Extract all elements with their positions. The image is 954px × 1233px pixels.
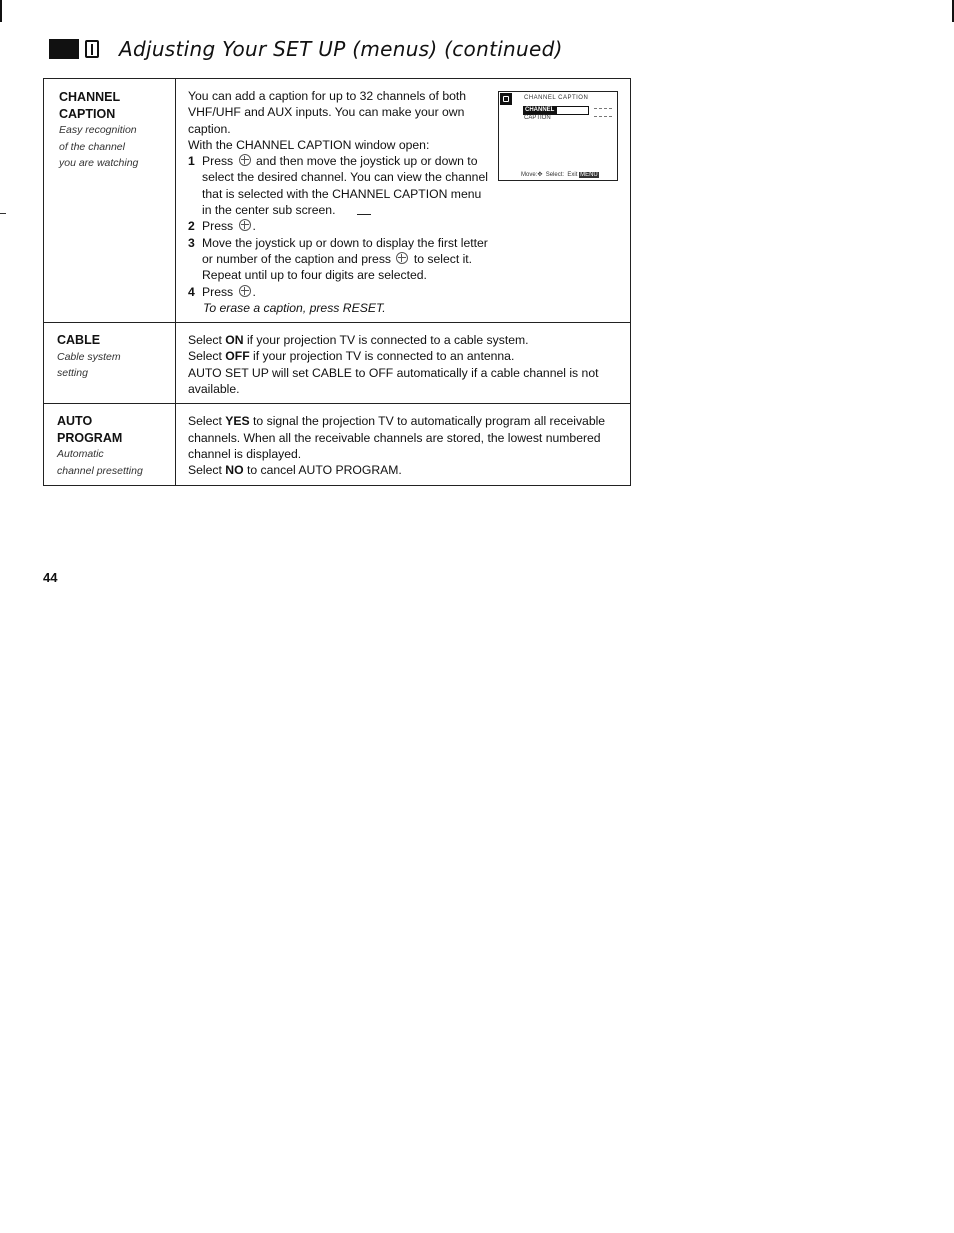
row-subtitle: of the channel: [59, 140, 125, 153]
screen-title: CHANNEL CAPTION: [524, 95, 589, 101]
option-no: NO: [225, 463, 244, 478]
screen-footer-move: Move:: [521, 172, 538, 178]
margin-mark: [0, 213, 6, 214]
step-text-part: Repeat until up to four digits are selected.: [202, 268, 427, 283]
row-description-cell: [176, 323, 631, 404]
menu-screen-illustration: [498, 91, 618, 181]
pointer-mark: [357, 214, 371, 215]
row-title: CABLE: [57, 333, 101, 348]
step-text-part: Press: [202, 284, 234, 299]
row-subtitle: you are watching: [59, 157, 139, 169]
text-line: channel is displayed.: [188, 446, 302, 461]
text-line: [188, 462, 620, 478]
text-part: Select: [188, 349, 222, 364]
row-title: AUTO: [57, 414, 93, 429]
text-part: Select: [188, 463, 222, 478]
scan-edge-left: [0, 0, 2, 22]
row-title: CHANNEL: [59, 90, 121, 104]
table-row-channel-caption: [44, 79, 631, 323]
screen-caption-label: CAPTION: [524, 115, 551, 121]
text-line: You can add a caption for up to 32 channels of both: [188, 89, 467, 103]
screen-channel-label: CHANNEL: [524, 107, 557, 114]
step-text-part: in the center sub screen.: [202, 203, 336, 218]
row-label-cell: [44, 404, 176, 486]
text-line: [188, 413, 620, 429]
option-off: OFF: [225, 349, 250, 364]
book-icon: [85, 40, 99, 58]
text-part: Select: [188, 333, 222, 348]
step-number: 1: [188, 154, 195, 169]
table-row-auto-program: [44, 404, 631, 486]
intro-paragraph: [188, 88, 498, 153]
step-text-part: or number of the caption and press: [202, 251, 392, 266]
step-number: 4: [188, 284, 195, 299]
option-yes: YES: [225, 414, 250, 429]
row-title: PROGRAM: [57, 430, 123, 445]
step-text-part: .: [252, 284, 256, 299]
menu-icon: [500, 93, 512, 105]
text-line: [188, 348, 620, 364]
joystick-press-icon: [239, 154, 251, 166]
text-line: available.: [188, 382, 240, 397]
row-label-cell: [44, 79, 176, 323]
step-4: [188, 284, 620, 300]
screen-footer-exit: Exit: [567, 172, 578, 178]
row-label-cell: [44, 323, 176, 404]
joystick-press-icon: [396, 252, 408, 264]
step-text: [202, 218, 620, 234]
text-line: AUTO SET UP will set CABLE to OFF automatically if a cable channel is not: [188, 365, 599, 380]
step-number: 2: [188, 219, 195, 234]
text-line: caption.: [188, 121, 231, 136]
text-part: to cancel AUTO PROGRAM.: [246, 463, 402, 478]
step-text-part: and then move the joystick up or down to: [255, 154, 478, 169]
section-marker-icon: [49, 39, 79, 59]
text-part: Select: [188, 414, 222, 429]
option-on: ON: [225, 333, 244, 348]
row-subtitle: channel presetting: [57, 464, 143, 477]
screen-footer: Move:✥ Select: Exit MENU: [521, 172, 598, 178]
row-description-cell: [176, 404, 631, 486]
joystick-press-icon: [239, 219, 251, 231]
section-header: [49, 34, 563, 64]
screen-dashes: [594, 108, 612, 109]
table-row-cable: [44, 323, 631, 404]
step-text-part: select the desired channel. You can view the channel: [202, 170, 488, 185]
page-number: 44: [43, 570, 58, 585]
row-title: CAPTION: [59, 106, 116, 121]
channel-caption-content: [188, 88, 620, 316]
text-part: if your projection TV is connected to an antenna.: [253, 349, 515, 364]
step-text: [202, 235, 620, 284]
step-text-part: .: [252, 219, 256, 234]
row-subtitle: setting: [57, 367, 88, 380]
step-2: [188, 218, 620, 234]
step-text-part: Press: [202, 154, 234, 169]
screen-footer-select: Select:: [545, 172, 565, 178]
erase-note: To erase a caption, press RESET.: [203, 300, 386, 315]
text-part: to signal the projection TV to automatically program all receivable: [253, 414, 606, 429]
text-line: With the CHANNEL CAPTION window open:: [188, 137, 430, 152]
row-subtitle: Easy recognition: [59, 124, 137, 136]
text-line: VHF/UHF and AUX inputs. You can make your own: [188, 105, 465, 120]
row-description-cell: [176, 79, 631, 323]
step-text: [202, 284, 620, 300]
text-line: channels. When all the receivable channels are stored, the lowest numbered: [188, 430, 601, 445]
screen-dashes: [594, 116, 612, 117]
screen-footer-menu: MENU: [580, 172, 598, 178]
row-subtitle: Automatic: [57, 448, 104, 461]
page-title: Adjusting Your SET UP (menus) (continued): [119, 37, 563, 61]
text-line: [188, 332, 620, 348]
step-text-part: Press: [202, 219, 234, 234]
step-text-part: that is selected with the CHANNEL CAPTION menu: [202, 186, 482, 201]
step-text-part: to select it.: [413, 251, 473, 266]
step-number: 3: [188, 235, 195, 250]
text-part: if your projection TV is connected to a cable system.: [246, 333, 529, 348]
step-3: [188, 235, 620, 284]
settings-table: [43, 78, 631, 486]
joystick-press-icon: [239, 285, 251, 297]
row-subtitle: Cable system: [57, 350, 121, 363]
step-text-part: Move the joystick up or down to display the first letter: [202, 235, 488, 250]
